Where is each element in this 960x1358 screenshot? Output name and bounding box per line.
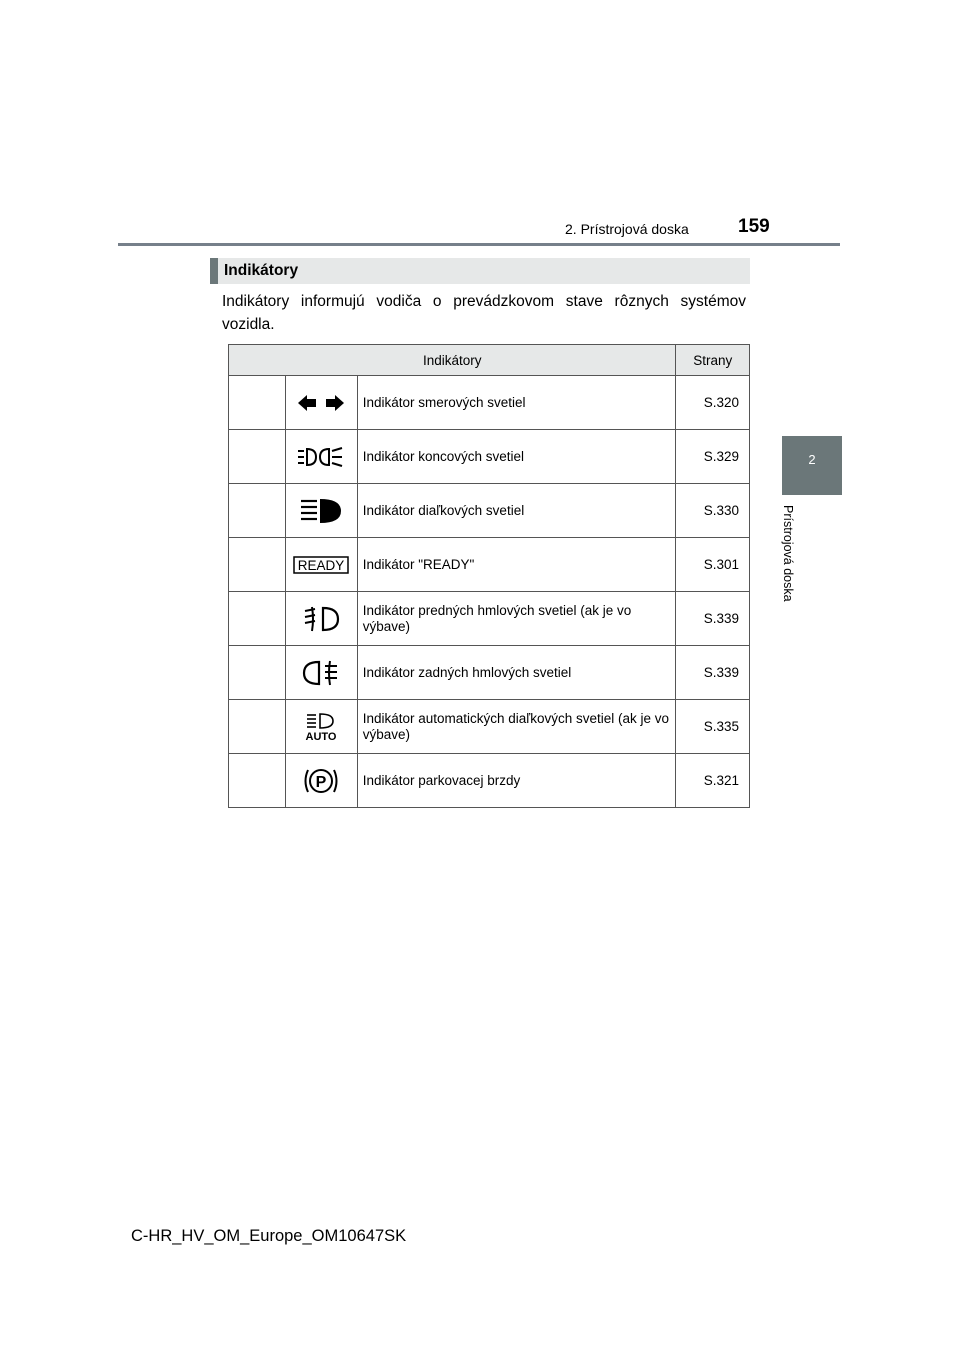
auto-icon-text: AUTO [305, 730, 337, 742]
turn-signal-icon [296, 392, 346, 414]
icon-cell [285, 484, 357, 538]
table-row [229, 592, 750, 646]
parking-brake-icon [301, 765, 341, 797]
auto-high-beam-icon [303, 712, 339, 742]
indicator-label: Indikátor parkovacej brzdy [357, 754, 676, 808]
chapter-side-title-text: Prístrojová doska [781, 505, 795, 602]
table-row [229, 484, 750, 538]
page-ref-link[interactable]: S.320 [676, 376, 750, 430]
parking-icon-text: P [315, 773, 327, 791]
ready-icon [293, 556, 349, 574]
empty-cell [229, 700, 286, 754]
indicator-label: Indikátor zadných hmlových svetiel [357, 646, 676, 700]
indicator-label: Indikátor koncových svetiel [357, 430, 676, 484]
page-ref-link[interactable]: S.339 [676, 592, 750, 646]
indicator-label: Indikátor automatických diaľkových svetiel (ak je vo výbave) [357, 700, 676, 754]
icon-cell [285, 592, 357, 646]
page-ref-link[interactable]: S.339 [676, 646, 750, 700]
table-row [229, 754, 750, 808]
page-ref-link[interactable]: S.321 [676, 754, 750, 808]
table-row [229, 646, 750, 700]
empty-cell [229, 484, 286, 538]
icon-cell [285, 700, 357, 754]
section-heading-bar [210, 258, 750, 284]
high-beam-icon [299, 497, 343, 525]
icon-cell [285, 376, 357, 430]
empty-cell [229, 430, 286, 484]
empty-cell [229, 376, 286, 430]
empty-cell [229, 538, 286, 592]
icon-cell [285, 538, 357, 592]
table-row [229, 430, 750, 484]
table-row [229, 700, 750, 754]
document-id: C-HR_HV_OM_Europe_OM10647SK [131, 1227, 407, 1245]
table-row [229, 538, 750, 592]
page-ref-link[interactable]: S.329 [676, 430, 750, 484]
rear-fog-light-icon [301, 659, 341, 687]
indicator-label: Indikátor smerových svetiel [357, 376, 676, 430]
chapter-title: 2. Prístrojová doska [565, 221, 689, 237]
empty-cell [229, 646, 286, 700]
page-ref-link[interactable]: S.335 [676, 700, 750, 754]
icon-cell [285, 430, 357, 484]
ready-icon-text: READY [298, 557, 345, 573]
table-row [229, 376, 750, 430]
page-number: 159 [738, 216, 770, 237]
chapter-tab[interactable] [782, 436, 842, 495]
page-ref-link[interactable]: S.330 [676, 484, 750, 538]
empty-cell [229, 754, 286, 808]
header-indicators: Indikátory [229, 345, 676, 376]
indicator-label: Indikátor "READY" [357, 538, 676, 592]
front-fog-light-icon [301, 605, 341, 633]
indicator-label: Indikátor diaľkových svetiel [357, 484, 676, 538]
page-ref-link[interactable]: S.301 [676, 538, 750, 592]
section-heading-accent [210, 258, 218, 284]
intro-paragraph: Indikátory informujú vodiča o prevádzkovom stave rôznych systémov vozidla. [222, 293, 746, 333]
icon-cell [285, 754, 357, 808]
table-header-row [229, 345, 750, 376]
header-pages: Strany [676, 345, 750, 376]
section-title: Indikátory [224, 262, 299, 279]
chapter-side-title [775, 505, 815, 620]
icon-cell [285, 646, 357, 700]
tail-light-icon [296, 445, 346, 469]
indicators-table [228, 344, 750, 808]
chapter-tab-number: 2 [808, 452, 816, 467]
indicator-label: Indikátor predných hmlových svetiel (ak je vo výbave) [357, 592, 676, 646]
header-divider [118, 243, 840, 246]
empty-cell [229, 592, 286, 646]
